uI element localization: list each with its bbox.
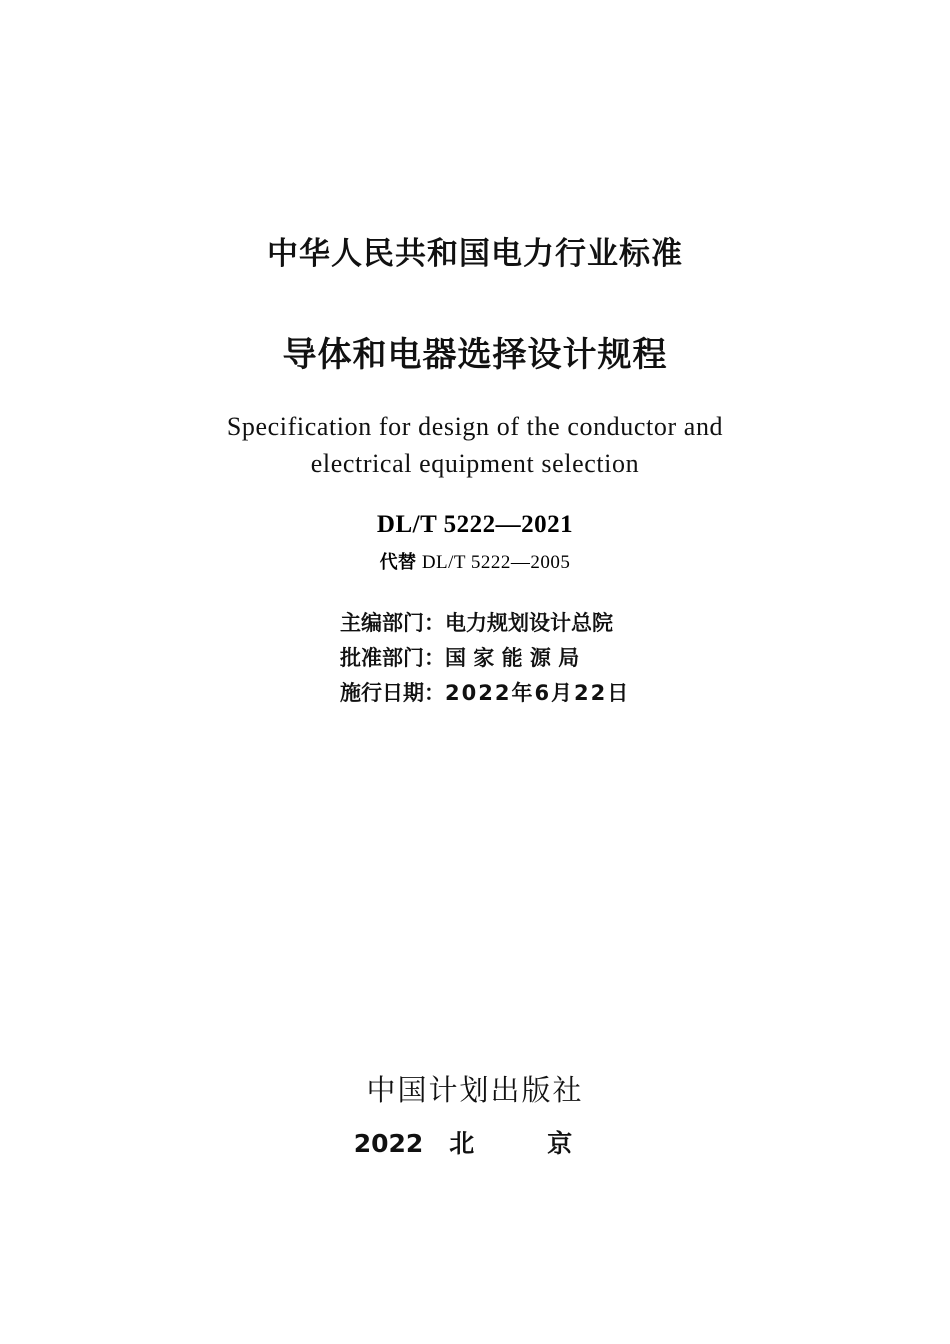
- meta-value-editor: 电力规划设计总院: [445, 611, 613, 635]
- replaces-line: [0, 548, 950, 574]
- meta-label-approver: 批准部门：: [340, 646, 445, 670]
- english-title-line-1: Specification for design of the conductor and: [226, 412, 724, 441]
- meta-label-editor: 主编部门：: [340, 611, 445, 635]
- meta-label-effective-date: 施行日期：: [340, 681, 445, 705]
- meta-value-effective-date: 2022年6月22日: [445, 681, 631, 705]
- meta-row: [340, 606, 670, 641]
- meta-value-approver: 国 家 能 源 局: [445, 646, 580, 670]
- standard-number: DL/T 5222—2021: [376, 511, 574, 538]
- replaces-label: 代替: [379, 552, 417, 573]
- meta-block: [0, 606, 950, 711]
- publisher-name: 中国计划出版社: [366, 1073, 584, 1107]
- english-title-line-2: electrical equipment selection: [310, 449, 640, 478]
- publication-place-year: [0, 1124, 950, 1160]
- page-title: 导体和电器选择设计规程: [282, 335, 668, 375]
- english-title: [0, 408, 950, 482]
- meta-row: [340, 676, 670, 711]
- publication-year: 2022: [353, 1129, 424, 1158]
- standard-org-heading: 中华人民共和国电力行业标准: [267, 236, 683, 272]
- meta-row: [340, 641, 670, 676]
- replaces-number: DL/T 5222—2005: [421, 552, 571, 573]
- publication-city: 北 京: [449, 1129, 597, 1158]
